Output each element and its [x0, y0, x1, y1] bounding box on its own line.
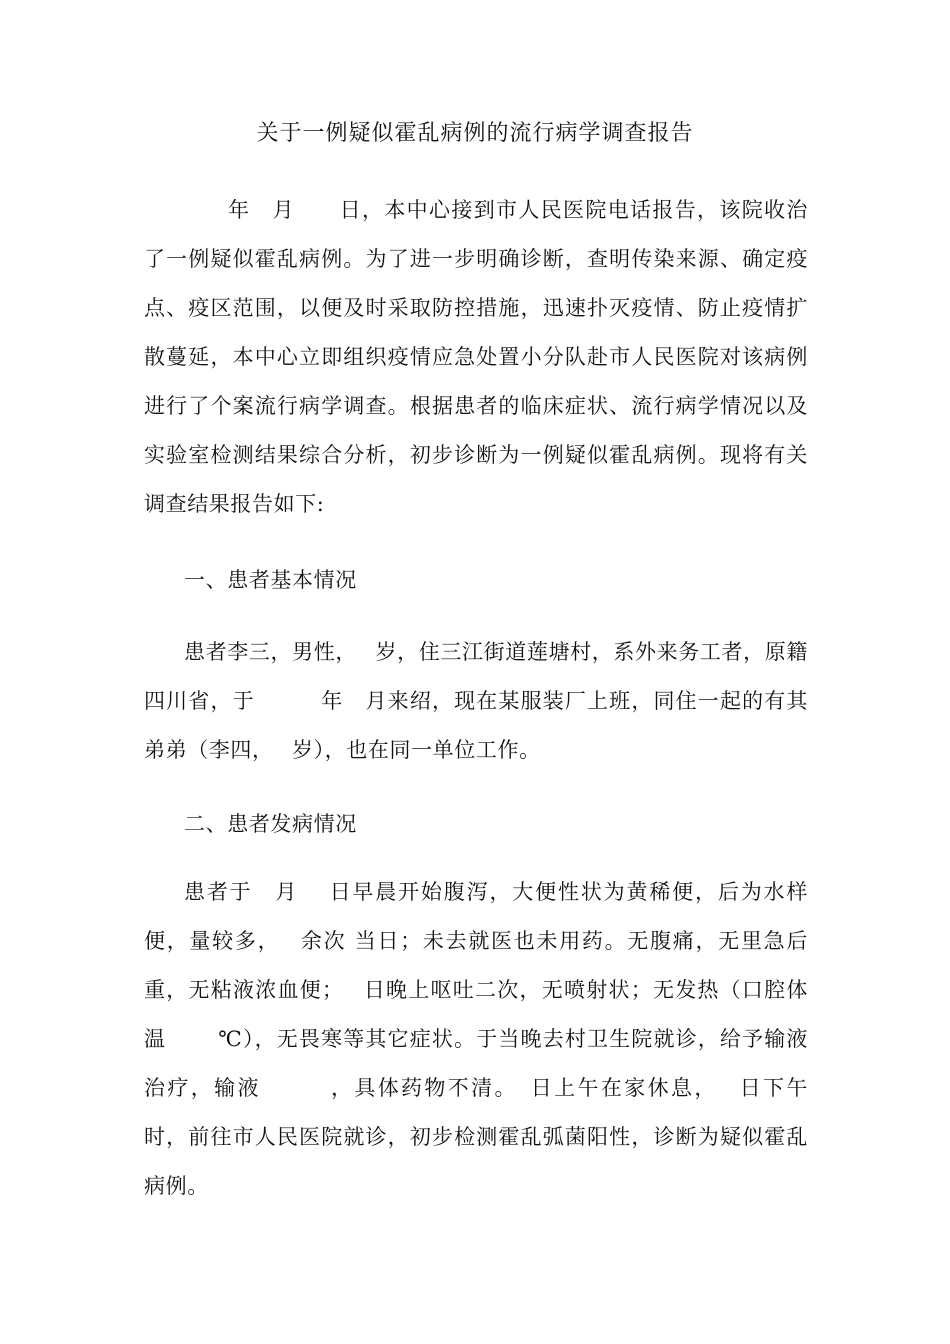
intro-paragraph: 年 月 日，本中心接到市人民医院电话报告，该院收治了一例疑似霍乱病例。为了进一步明确诊断，查明传染来源、确定疫点、疫区范围，以便及时采取防控措施，迅速扑灭疫情、防止疫情扩散蔓延，本中心立即组织疫情应急处置小分队赴市人民医院对该病例进行了个案流行病学调查。根据患者的临床症状、流行病学情况以及实验室检测结果综合分析，初步诊断为一例疑似霍乱病例。现将有关调查结果报告如下:: [144, 198, 808, 516]
section-heading-basic-info: 一、患者基本情况: [184, 568, 357, 592]
section-body-basic-info: 患者李三，男性， 岁，住三江街道莲塘村，系外来务工者，原籍四川省，于 年 月来绍，现在某服装厂上班，同住一起的有其弟弟（李四， 岁），也在同一单位工作。: [144, 640, 808, 762]
section-heading-onset: 二、患者发病情况: [184, 812, 357, 836]
section-body-onset: 患者于 月 日早晨开始腹泻，大便性状为黄稀便，后为水样便，量较多， 余次 当日；未去就医也未用药。无腹痛，无里急后重，无粘液浓血便； 日晚上呕吐二次，无喷射状；无发热（口腔体温 ℃），无畏寒等其它症状。于当晚去村卫生院就诊，给予输液治疗，输液 ，具体药物不清。 日上午在家休息， 日下午 时，前往市人民医院就诊，初步检测霍乱弧菌阳性，诊断为疑似霍乱病例。: [144, 880, 830, 1198]
document-title: 关于一例疑似霍乱病例的流行病学调查报告: [256, 121, 694, 146]
